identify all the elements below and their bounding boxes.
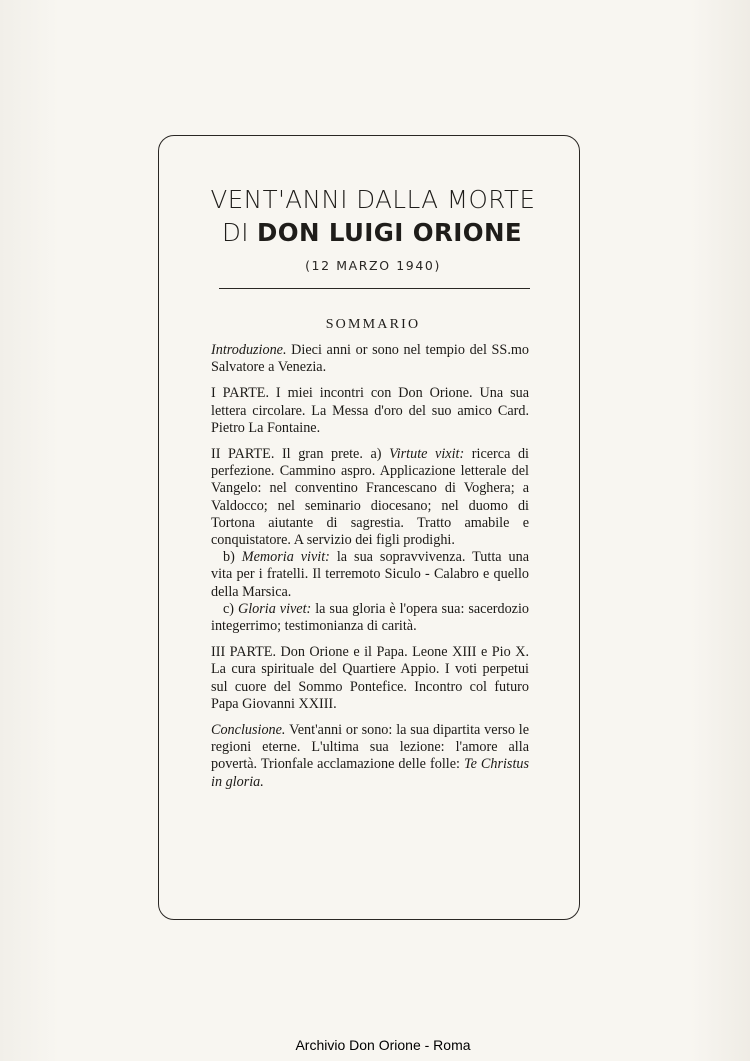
paragraph-parte-2-c: [211, 601, 529, 635]
parte2-b-text: la sua sopravvivenza. Tutta una vita per i fratelli. Il terremoto Siculo - Calabro e quello della Marsica.: [211, 549, 529, 600]
title-name: DON LUIGI ORIONE: [257, 218, 523, 247]
archive-footer: Archivio Don Orione - Roma: [295, 1037, 471, 1053]
parte2-a-label: Virtute vixit:: [389, 446, 465, 463]
parte2-a-text: ricerca di perfezione. Cammino aspro. Applicazione letterale del Vangelo: nel conventino Francescano di Voghera; a Valdocco; nel seminario diocesano; nel duomo di Tortona aiutante di sagrestia. Tratto amabile e conquistatore. A servizio dei figli prodighi.: [211, 446, 529, 549]
title-line-1: VENT'ANNI DALLA MORTE: [210, 185, 536, 214]
parte2-b-label: Memoria vivit:: [241, 549, 330, 566]
introduzione-text: Dieci anni or sono nel tempio del SS.mo Salvatore a Venezia.: [211, 342, 529, 376]
title-divider: [219, 288, 530, 289]
title-block: [159, 184, 579, 273]
title-line-2: [165, 216, 579, 250]
paragraph-introduzione: [211, 342, 529, 376]
paragraph-conclusione: [211, 722, 529, 791]
date-line: (12 MARZO 1940): [305, 258, 441, 273]
paragraph-parte-3: III PARTE. Don Orione e il Papa. Leone XIII e Pio X. La cura spirituale del Quartiere Appio. I voti perpetui sul cuore del Sommo Pontefice. Incontro col futuro Papa Giovanni XXIII.: [211, 644, 529, 712]
paragraph-parte-2: [211, 446, 529, 549]
conclusione-closing: Te Christus in gloria.: [211, 756, 529, 790]
parte2-c-prefix: c): [223, 600, 238, 617]
sommario-heading: SOMMARIO: [325, 317, 421, 332]
introduzione-label: Introduzione.: [211, 342, 287, 358]
parte2-lead: II PARTE. Il gran prete. a): [211, 446, 390, 463]
paragraph-parte-1: I PARTE. I miei incontri con Don Orione. Una sua lettera circolare. La Messa d'oro del suo amico Card. Pietro La Fontaine.: [211, 385, 529, 436]
paragraph-parte-2-b: [211, 549, 529, 601]
title-prefix: DI: [221, 218, 258, 247]
conclusione-text: Vent'anni or sono: la sua dipartita verso le regioni eterne. L'ultima sua lezione: l'amore alla povertà. Trionfale acclamazione delle folle:: [211, 722, 529, 773]
rounded-frame: [158, 135, 580, 920]
conclusione-label: Conclusione.: [211, 722, 286, 739]
parte2-c-text: la sua gloria è l'opera sua: sacerdozio integerrimo; testimonianza di carità.: [211, 600, 529, 635]
sommario-text: [211, 342, 529, 791]
parte2-b-prefix: b): [223, 549, 242, 566]
parte2-c-label: Gloria vivet:: [237, 600, 312, 617]
